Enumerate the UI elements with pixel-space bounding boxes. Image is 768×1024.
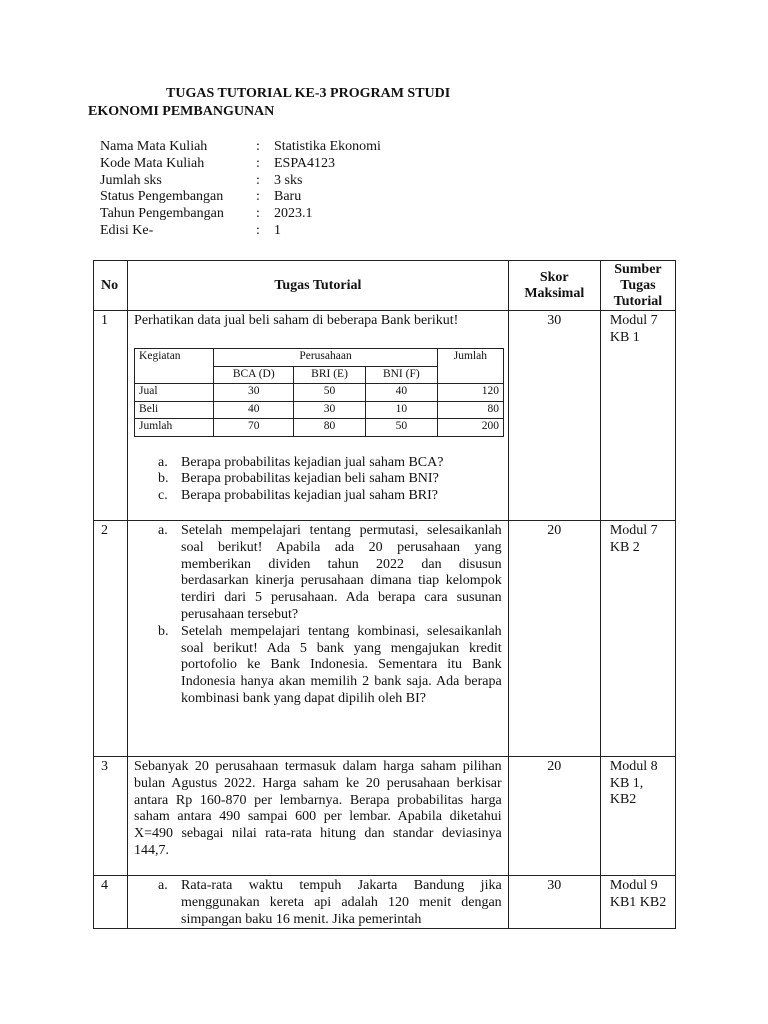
data-total: 120 [437, 384, 503, 402]
header-task: Tugas Tutorial [128, 261, 509, 311]
item-letter: a. [158, 878, 168, 893]
header-source-line: Tugas [620, 277, 656, 293]
source-line: KB 1 [609, 329, 640, 345]
stock-data-table [134, 348, 504, 437]
list-item [158, 523, 502, 624]
list-item [158, 471, 502, 488]
source-line: Modul 7 [609, 523, 658, 538]
item-letter: a. [158, 523, 168, 538]
info-sep: : [256, 206, 260, 222]
table-header-row [94, 261, 676, 311]
info-sep: : [256, 222, 260, 238]
info-row [100, 173, 381, 190]
data-cell: 50 [365, 419, 437, 437]
row-task [128, 521, 509, 757]
item-letter: b. [158, 471, 169, 487]
data-cell: 30 [214, 384, 294, 402]
row-score: 20 [508, 757, 600, 876]
source-line: KB1 KB2 [609, 894, 667, 910]
row-number: 2 [94, 521, 128, 757]
row-number: 4 [94, 876, 128, 929]
source-line: KB2 [609, 792, 637, 807]
question-list [134, 455, 502, 505]
row-number: 1 [94, 311, 128, 521]
data-row-label: Jual [135, 384, 214, 402]
row-source [600, 521, 675, 757]
info-sep: : [256, 155, 260, 171]
item-text: Berapa probabilitas kejadian jual saham BRI? [181, 488, 439, 504]
info-key: Edisi Ke- [100, 222, 154, 238]
row-task [128, 876, 509, 929]
info-value: 3 sks [274, 172, 303, 188]
task-intro: Perhatikan data jual beli saham di beberapa Bank berikut! [134, 313, 459, 328]
info-row [100, 156, 381, 173]
table-row [94, 521, 676, 757]
header-no: No [94, 261, 128, 311]
tutorial-table [93, 260, 676, 929]
info-row [100, 206, 381, 223]
header-source-line: Tutorial [613, 293, 663, 309]
info-key: Nama Mata Kuliah [100, 139, 208, 154]
info-value: Statistika Ekonomi [274, 139, 381, 154]
data-col-header: BCA (D) [214, 366, 294, 384]
data-cell: 70 [214, 419, 294, 437]
data-row [135, 384, 504, 402]
data-cell: 40 [214, 401, 294, 419]
info-key: Status Pengembangan [100, 189, 224, 205]
data-header-row [135, 349, 504, 367]
info-sep: : [256, 139, 260, 154]
info-key: Tahun Pengembangan [100, 206, 224, 222]
table-row [94, 757, 676, 876]
info-value: 2023.1 [274, 206, 313, 222]
course-info [100, 139, 381, 240]
row-source [600, 876, 675, 929]
question-list [134, 523, 502, 708]
task-text: Sebanyak 20 perusahaan termasuk dalam harga saham pilihan bulan Agustus 2022. Harga saham ke 20 perusahaan berkisar antara Rp 160-870 per lembarnya. Berapa probabilitas harga saham antara 490 sampai 600 per lembar. Apabila diketahui X=490 sebagai nilai rata-rata hitung dan standar deviasinya 144,7. [134, 759, 502, 858]
data-cell: 50 [294, 384, 366, 402]
document-title: TUGAS TUTORIAL KE-3 PROGRAM STUDI [166, 86, 451, 101]
item-text: Berapa probabilitas kejadian jual saham BCA? [181, 454, 444, 470]
header-score-line: Skor [539, 269, 569, 285]
info-row [100, 223, 381, 240]
data-row-label: Beli [135, 401, 214, 419]
data-row-label: Jumlah [135, 419, 214, 437]
header-score-line: Maksimal [524, 285, 585, 301]
row-score: 20 [508, 521, 600, 757]
item-text: Berapa probabilitas kejadian beli saham BNI? [181, 471, 439, 487]
info-value: 1 [274, 222, 281, 238]
list-item [158, 488, 502, 505]
list-item [158, 455, 502, 472]
data-header-kegiatan: Kegiatan [135, 349, 214, 384]
info-key: Kode Mata Kuliah [100, 155, 205, 171]
source-line: Modul 8 [609, 759, 658, 774]
data-total: 200 [437, 419, 503, 437]
data-cell: 80 [294, 419, 366, 437]
data-header-jumlah: Jumlah [437, 349, 503, 384]
data-col-header: BRI (E) [294, 366, 366, 384]
item-letter: b. [158, 623, 169, 639]
info-value: Baru [274, 189, 302, 205]
data-col-header: BNI (F) [365, 366, 437, 384]
row-number: 3 [94, 757, 128, 876]
data-row [135, 401, 504, 419]
document-subtitle: EKONOMI PEMBANGUNAN [88, 104, 275, 119]
info-sep: : [256, 189, 260, 205]
row-score: 30 [508, 876, 600, 929]
item-letter: a. [158, 454, 168, 470]
data-row [135, 419, 504, 437]
item-letter: c. [158, 488, 168, 504]
row-score: 30 [508, 311, 600, 521]
info-row [100, 139, 381, 156]
item-text: Setelah mempelajari tentang permutasi, selesaikanlah soal berikut! Apabila ada 20 perusahaan yang memberikan dividen tahun 2022 dan disusun berdasarkan kinerja perusahaan dimana tiap kelompok terdiri dari 5 perusahaan. Ada berapa cara susunan perusahaan tersebut? [181, 523, 502, 622]
list-item [158, 878, 502, 928]
source-line: KB 1, [609, 775, 644, 791]
info-row [100, 189, 381, 206]
table-row [94, 876, 676, 929]
info-sep: : [256, 172, 260, 188]
item-text: Rata-rata waktu tempuh Jakarta Bandung jika menggunakan kereta api adalah 120 menit dengan simpangan baku 16 menit. Jika pemerintah [181, 878, 502, 927]
data-total: 80 [437, 401, 503, 419]
question-list [134, 878, 502, 928]
row-task [128, 311, 509, 521]
source-line: KB 2 [609, 539, 640, 555]
data-cell: 30 [294, 401, 366, 419]
data-cell: 10 [365, 401, 437, 419]
header-source-line: Sumber [614, 261, 662, 277]
row-source [600, 757, 675, 876]
item-text: Setelah mempelajari tentang kombinasi, selesaikanlah soal berikut! Ada 5 bank yang mengajukan kredit portofolio ke Bank Indonesia. Sementara itu Bank Indonesia hanya akan memilih 2 bank saja. Ada berapa kombinasi bank yang dapat dipilih oleh BI? [181, 623, 502, 706]
table-row [94, 311, 676, 521]
source-line: Modul 9 [609, 878, 658, 893]
row-task [128, 757, 509, 876]
data-header-perusahaan: Perusahaan [214, 349, 437, 367]
info-value: ESPA4123 [274, 155, 335, 171]
source-line: Modul 7 [609, 313, 658, 328]
header-source [600, 261, 675, 311]
info-key: Jumlah sks [100, 172, 162, 188]
header-score [508, 261, 600, 311]
list-item [158, 624, 502, 708]
data-cell: 40 [365, 384, 437, 402]
row-source [600, 311, 675, 521]
